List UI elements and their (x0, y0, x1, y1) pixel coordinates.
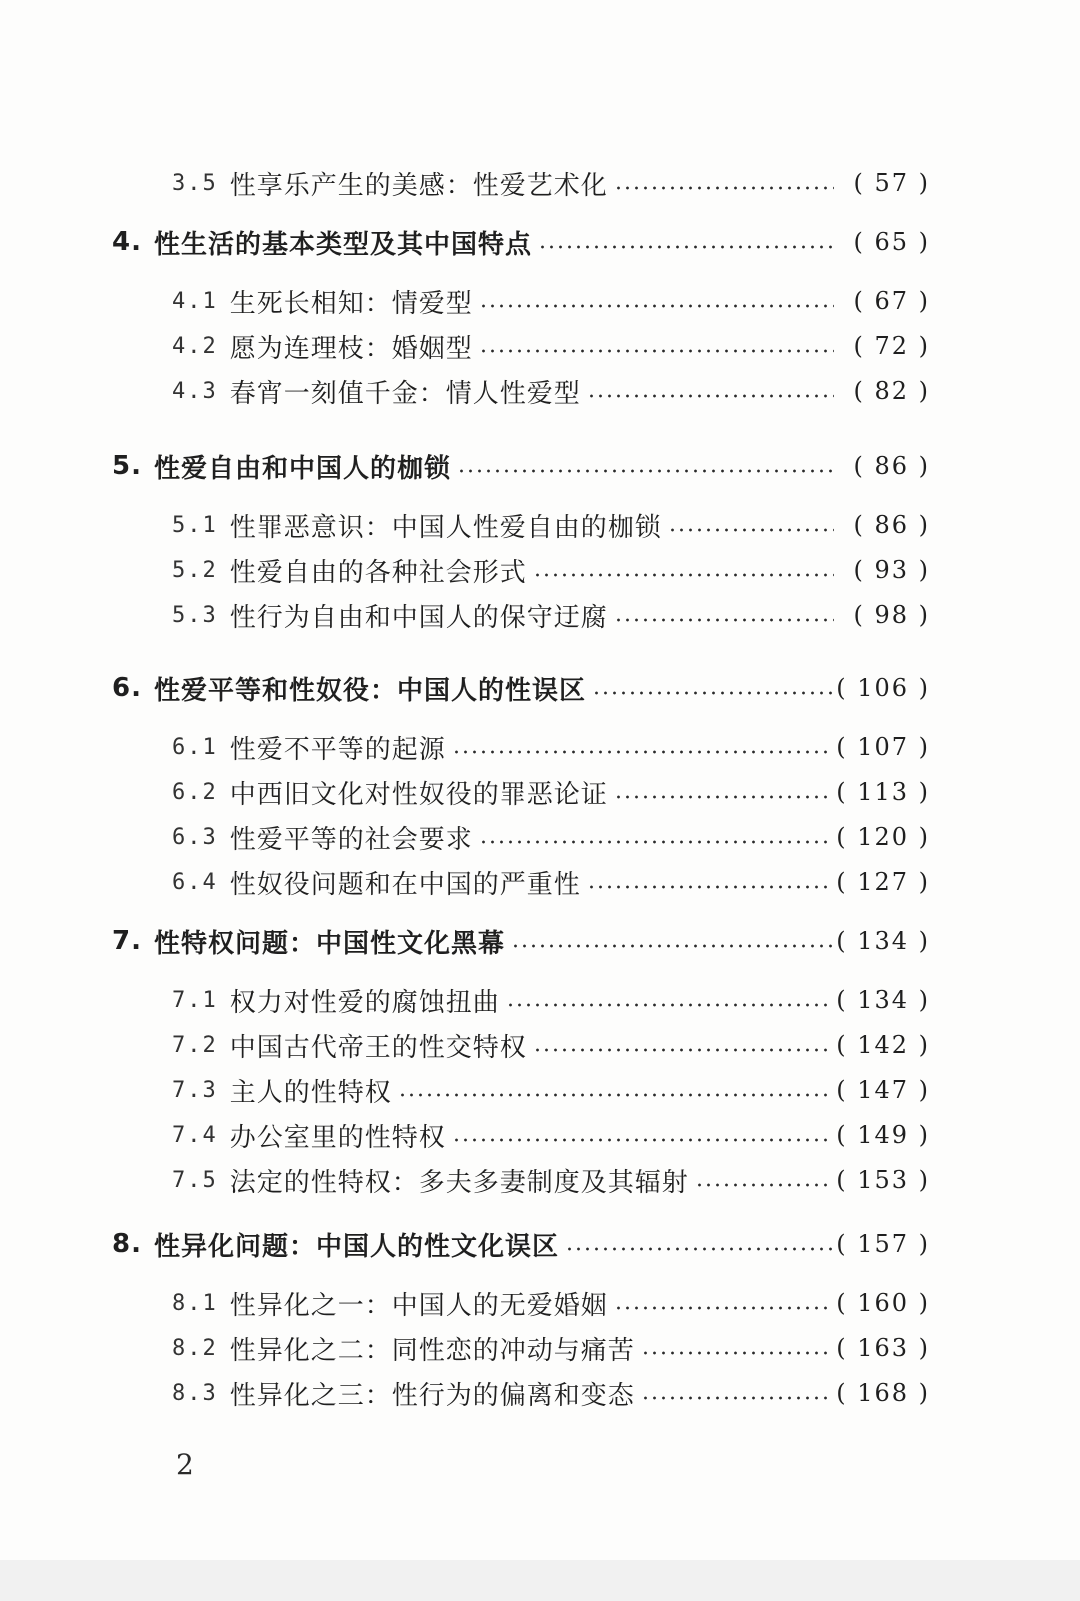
section-number: 7.5 (172, 1167, 218, 1193)
section-title: 中国古代帝王的性交特权 (229, 1032, 527, 1063)
toc-chapter-6 (112, 668, 930, 708)
section-number: 7.4 (172, 1122, 218, 1148)
toc-chapter-8 (112, 1224, 930, 1264)
page-reference: ( 147 ) (836, 1076, 930, 1104)
dot-leader (538, 245, 834, 249)
section-title: 性异化之一：中国人的无爱婚姻 (229, 1290, 608, 1321)
toc-chapter-7 (112, 921, 930, 961)
page-reference: ( 65 ) (853, 228, 930, 256)
section-number: 7.1 (172, 987, 218, 1013)
dot-leader (452, 1138, 832, 1142)
viewer-bottom-strip (0, 1560, 1080, 1601)
section-number: 8.1 (172, 1290, 218, 1316)
section-number: 6.4 (172, 869, 218, 895)
section-number: 8.2 (172, 1335, 218, 1361)
section-title: 性异化之二：同性恋的冲动与痛苦 (229, 1335, 635, 1366)
page-reference: ( 72 ) (853, 332, 930, 360)
dot-leader (457, 469, 834, 473)
toc-section-3-5 (172, 163, 930, 203)
section-number: 5.3 (172, 602, 218, 628)
page-reference: ( 93 ) (853, 556, 930, 584)
dot-leader (479, 840, 832, 844)
page-reference: ( 134 ) (836, 927, 930, 955)
section-number: 4.3 (172, 378, 218, 404)
toc-section-7-2 (172, 1025, 930, 1065)
dot-leader (479, 304, 834, 308)
toc-section-6-2 (172, 772, 930, 812)
dot-leader (695, 1183, 832, 1187)
section-title: 中西旧文化对性奴役的罪恶论证 (229, 779, 608, 810)
dot-leader (452, 750, 832, 754)
page-reference: ( 86 ) (853, 452, 930, 480)
dot-leader (506, 1003, 832, 1007)
section-number: 4.2 (172, 333, 218, 359)
toc-section-7-3 (172, 1070, 930, 1110)
toc-section-7-4 (172, 1115, 930, 1155)
chapter-number: 7. (112, 926, 142, 956)
toc-section-5-2 (172, 550, 930, 590)
section-title: 性异化之三：性行为的偏离和变态 (229, 1380, 635, 1411)
section-title: 法定的性特权：多夫多妻制度及其辐射 (229, 1167, 689, 1198)
dot-leader (533, 573, 834, 577)
toc-section-6-3 (172, 817, 930, 857)
page-reference: ( 107 ) (836, 733, 930, 761)
toc-section-7-1 (172, 980, 930, 1020)
page-number: 2 (176, 1448, 194, 1481)
dot-leader (565, 1247, 832, 1251)
page-reference: ( 113 ) (836, 778, 930, 806)
section-title: 性享乐产生的美感：性爱艺术化 (229, 170, 608, 201)
page-reference: ( 163 ) (836, 1334, 930, 1362)
chapter-title: 性爱自由和中国人的枷锁 (153, 453, 451, 484)
section-title: 性奴役问题和在中国的严重性 (229, 869, 581, 900)
section-number: 4.1 (172, 288, 218, 314)
dot-leader (614, 186, 834, 190)
page-reference: ( 57 ) (853, 169, 930, 197)
dot-leader (479, 349, 834, 353)
page-reference: ( 157 ) (836, 1230, 930, 1258)
page-reference: ( 82 ) (853, 377, 930, 405)
dot-leader (587, 394, 834, 398)
dot-leader (592, 691, 832, 695)
page-reference: ( 127 ) (836, 868, 930, 896)
page-reference: ( 160 ) (836, 1289, 930, 1317)
section-number: 6.1 (172, 734, 218, 760)
toc-section-8-3 (172, 1373, 930, 1413)
section-number: 7.3 (172, 1077, 218, 1103)
section-number: 3.5 (172, 170, 218, 196)
section-number: 8.3 (172, 1380, 218, 1406)
section-title: 性爱自由的各种社会形式 (229, 557, 527, 588)
dot-leader (533, 1048, 832, 1052)
chapter-number: 8. (112, 1229, 142, 1259)
section-number: 6.3 (172, 824, 218, 850)
section-title: 春宵一刻值千金：情人性爱型 (229, 378, 581, 409)
dot-leader (614, 795, 832, 799)
toc-section-4-2 (172, 326, 930, 366)
toc-section-6-4 (172, 862, 930, 902)
chapter-title: 性生活的基本类型及其中国特点 (153, 229, 532, 260)
toc-section-5-1 (172, 505, 930, 545)
toc-section-6-1 (172, 727, 930, 767)
dot-leader (511, 944, 832, 948)
toc-section-5-3 (172, 595, 930, 635)
section-title: 性行为自由和中国人的保守迂腐 (229, 602, 608, 633)
toc-section-4-1 (172, 281, 930, 321)
page-reference: ( 67 ) (853, 287, 930, 315)
section-number: 6.2 (172, 779, 218, 805)
page-reference: ( 86 ) (853, 511, 930, 539)
section-title: 性爱不平等的起源 (229, 734, 446, 765)
toc-section-7-5 (172, 1160, 930, 1200)
dot-leader (641, 1351, 832, 1355)
chapter-number: 4. (112, 227, 142, 257)
toc-chapter-5 (112, 446, 930, 486)
page-reference: ( 98 ) (853, 601, 930, 629)
page-reference: ( 153 ) (836, 1166, 930, 1194)
toc-chapter-4 (112, 222, 930, 262)
section-number: 5.1 (172, 512, 218, 538)
chapter-title: 性爱平等和性奴役：中国人的性误区 (153, 675, 586, 706)
section-title: 性罪恶意识：中国人性爱自由的枷锁 (229, 512, 662, 543)
dot-leader (614, 1306, 832, 1310)
chapter-number: 6. (112, 673, 142, 703)
page-reference: ( 142 ) (836, 1031, 930, 1059)
dot-leader (614, 618, 834, 622)
page-reference: ( 168 ) (836, 1379, 930, 1407)
section-number: 5.2 (172, 557, 218, 583)
section-title: 性爱平等的社会要求 (229, 824, 473, 855)
chapter-title: 性异化问题：中国人的性文化误区 (153, 1231, 559, 1262)
section-title: 权力对性爱的腐蚀扭曲 (229, 987, 500, 1018)
page-reference: ( 134 ) (836, 986, 930, 1014)
toc-section-4-3 (172, 371, 930, 411)
dot-leader (398, 1093, 832, 1097)
page-reference: ( 106 ) (836, 674, 930, 702)
dot-leader (587, 885, 832, 889)
page-reference: ( 120 ) (836, 823, 930, 851)
toc-section-8-1 (172, 1283, 930, 1323)
chapter-title: 性特权问题：中国性文化黑幕 (153, 928, 505, 959)
section-title: 主人的性特权 (229, 1077, 392, 1108)
section-title: 愿为连理枝：婚姻型 (229, 333, 473, 364)
toc-section-8-2 (172, 1328, 930, 1368)
dot-leader (641, 1396, 832, 1400)
chapter-number: 5. (112, 451, 142, 481)
dot-leader (668, 528, 834, 532)
page-reference: ( 149 ) (836, 1121, 930, 1149)
section-title: 办公室里的性特权 (229, 1122, 446, 1153)
section-title: 生死长相知：情爱型 (229, 288, 473, 319)
section-number: 7.2 (172, 1032, 218, 1058)
